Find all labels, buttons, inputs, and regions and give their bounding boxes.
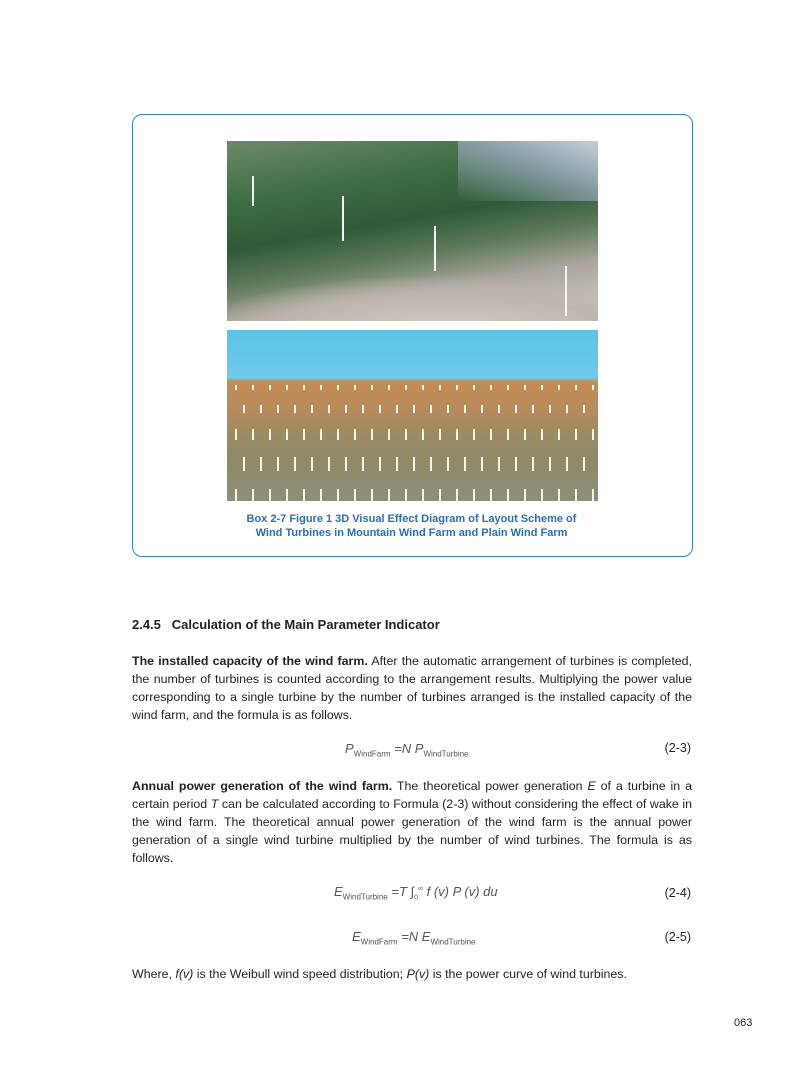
wind-turbine-mark — [515, 405, 517, 413]
wind-turbine-mark — [566, 405, 568, 413]
wind-turbine-mark — [558, 489, 560, 501]
wind-turbine-mark — [320, 429, 322, 440]
paragraph-installed-capacity — [132, 652, 692, 724]
wind-turbine-mark — [345, 405, 347, 413]
wind-turbine-mark — [294, 457, 296, 471]
variable: P(v) — [406, 967, 430, 981]
equation-number: (2-4) — [664, 886, 691, 900]
eq-symbol: =N P — [394, 741, 424, 756]
wind-turbine-mark — [481, 457, 483, 471]
wind-turbine-mark — [481, 405, 483, 413]
paragraph-text: can be calculated according to Formula (2-3) without considering the effect of wake in the wind farm. The theoretical annual power generation of the wind farm is the annual power generation of a single wind turbine multiplied by the number of wind turbines. The formula is as follows. — [132, 797, 692, 865]
equation-number: (2-3) — [664, 741, 691, 755]
eq-subscript: WindTurbine — [430, 937, 476, 947]
paragraph-where — [132, 965, 692, 983]
wind-turbine-mark — [320, 489, 322, 501]
wind-turbine-mark — [583, 457, 585, 471]
wind-turbine-mark — [447, 405, 449, 413]
wind-turbine-mark — [515, 457, 517, 471]
wind-turbine-mark — [235, 489, 237, 501]
wind-turbine-mark — [439, 429, 441, 440]
wind-turbine-mark — [337, 429, 339, 440]
wind-turbine-mark — [524, 385, 526, 390]
wind-turbine-mark — [507, 489, 509, 501]
wind-turbine-mark — [413, 405, 415, 413]
eq-subscript: WindTurbine — [423, 749, 469, 759]
wind-turbine-mark — [490, 489, 492, 501]
wind-turbine-mark — [549, 457, 551, 471]
wind-turbine-mark — [549, 405, 551, 413]
wind-turbine-mark — [345, 457, 347, 471]
variable: E — [587, 779, 596, 793]
variable: T — [210, 797, 219, 811]
wind-turbine-mark — [328, 457, 330, 471]
wind-turbine-mark — [413, 457, 415, 471]
wind-turbine-mark — [337, 385, 339, 390]
wind-turbine-mark — [422, 429, 424, 440]
wind-turbine-mark — [337, 489, 339, 501]
variable: f(v) — [175, 967, 194, 981]
wind-turbine-mark — [422, 489, 424, 501]
wind-turbine-mark — [303, 429, 305, 440]
wind-turbine-mark — [252, 489, 254, 501]
wind-turbine-mark — [396, 405, 398, 413]
wind-turbine-mark — [277, 457, 279, 471]
wind-turbine-mark — [388, 385, 390, 390]
wind-turbine-mark — [235, 429, 237, 440]
wind-turbine-mark — [490, 385, 492, 390]
wind-turbine-mark — [473, 385, 475, 390]
wind-turbine-mark — [439, 385, 441, 390]
wind-turbine-mark — [575, 429, 577, 440]
wind-turbine-mark — [354, 429, 356, 440]
wind-turbine-mark — [362, 405, 364, 413]
wind-turbine-mark — [558, 385, 560, 390]
wind-turbine-mark — [328, 405, 330, 413]
paragraph-text: is the power curve of wind turbines. — [429, 967, 627, 981]
wind-turbine-mark — [277, 405, 279, 413]
wind-turbine-mark — [456, 429, 458, 440]
wind-turbine-mark — [498, 405, 500, 413]
wind-turbine-mark — [379, 457, 381, 471]
eq-symbol: E — [352, 929, 361, 944]
wind-turbine-mark — [260, 405, 262, 413]
wind-turbine-mark — [235, 385, 237, 390]
wind-turbine-mark — [371, 429, 373, 440]
equation-2-5 — [352, 929, 476, 947]
wind-turbine-mark — [575, 489, 577, 501]
wind-turbine-mark — [286, 489, 288, 501]
eq-body: f (v) P (v) d — [422, 884, 491, 899]
wind-turbine-mark — [532, 457, 534, 471]
wind-turbine-mark — [388, 429, 390, 440]
paragraph-lead: The installed capacity of the wind farm. — [132, 654, 368, 668]
wind-turbine-mark — [354, 489, 356, 501]
eq-symbol: E — [334, 884, 343, 899]
wind-turbine-mark — [243, 457, 245, 471]
section-heading — [132, 617, 440, 632]
wind-turbine-mark — [558, 429, 560, 440]
integral-lower: 0 — [414, 894, 418, 902]
wind-turbine-mark — [269, 489, 271, 501]
wind-turbine-mark — [592, 385, 594, 390]
paragraph-annual-generation — [132, 777, 692, 867]
section-number: 2.4.5 — [132, 617, 161, 632]
wind-turbine-mark — [269, 429, 271, 440]
paragraph-text: After the automatic arrangement of turbines is completed, the number of turbines is counted according to the arrangement results. Multiplying the power value corresponding to a single turbine by the number of turbines arranged is the installed capacity of the wind farm, and the formula is as follows. — [132, 654, 692, 722]
wind-turbine-mark — [252, 385, 254, 390]
wind-turbine-mark — [583, 405, 585, 413]
paragraph-text: of a turbine in a certain period — [132, 779, 692, 811]
paragraph-text: is the Weibull wind speed distribution; — [193, 967, 407, 981]
wind-turbine-mark — [243, 405, 245, 413]
wind-turbine-mark — [473, 489, 475, 501]
page-number: 063 — [734, 1017, 753, 1029]
wind-turbine-mark — [286, 385, 288, 390]
wind-turbine-mark — [260, 457, 262, 471]
integral-upper: ∞ — [417, 885, 423, 893]
wind-turbine-mark — [405, 489, 407, 501]
eq-subscript: WindFarm — [360, 937, 398, 947]
wind-turbine-mark — [490, 429, 492, 440]
eq-subscript: WindTurbine — [342, 892, 388, 902]
wind-turbine-mark — [456, 385, 458, 390]
equation-2-3 — [345, 741, 469, 759]
equation-2-4 — [334, 884, 498, 902]
wind-turbine-mark — [388, 489, 390, 501]
wind-turbine-mark — [430, 405, 432, 413]
section-title: Calculation of the Main Parameter Indicator — [171, 617, 440, 632]
wind-turbine-mark — [362, 457, 364, 471]
wind-turbine-mark — [320, 385, 322, 390]
wind-turbine-mark — [286, 429, 288, 440]
eq-symbol: =N E — [401, 929, 431, 944]
wind-turbine-mark — [464, 457, 466, 471]
wind-turbine-mark — [396, 457, 398, 471]
paragraph-text: The theoretical power generation — [392, 779, 588, 793]
wind-turbine-mark — [294, 405, 296, 413]
wind-turbine-mark — [303, 385, 305, 390]
wind-turbine-mark — [541, 429, 543, 440]
wind-turbine-mark — [464, 405, 466, 413]
wind-turbine-mark — [456, 489, 458, 501]
wind-turbine-mark — [507, 429, 509, 440]
wind-turbine-mark — [592, 489, 594, 501]
wind-turbine-mark — [447, 457, 449, 471]
figure-caption-line2: Wind Turbines in Mountain Wind Farm and Plain Wind Farm — [255, 527, 568, 539]
wind-turbine-mark — [303, 489, 305, 501]
wind-turbine-mark — [405, 429, 407, 440]
wind-turbine-mark — [371, 489, 373, 501]
wind-turbine-mark — [311, 405, 313, 413]
wind-turbine-mark — [430, 457, 432, 471]
wind-turbine-mark — [575, 385, 577, 390]
wind-turbine-mark — [422, 385, 424, 390]
wind-turbine-mark — [524, 489, 526, 501]
wind-turbine-mark — [541, 385, 543, 390]
wind-turbine-mark — [405, 385, 407, 390]
wind-turbine-mark — [592, 429, 594, 440]
eq-subscript: WindFarm — [353, 749, 391, 759]
wind-turbine-mark — [379, 405, 381, 413]
wind-turbine-mark — [498, 457, 500, 471]
mountain-wind-farm-image — [227, 141, 598, 321]
paragraph-text: Where, — [132, 967, 176, 981]
wind-turbine-mark — [566, 457, 568, 471]
paragraph-lead: Annual power generation of the wind farm. — [132, 779, 393, 793]
plain-wind-farm-image — [227, 330, 598, 501]
wind-turbine-mark — [252, 429, 254, 440]
wind-turbine-mark — [269, 385, 271, 390]
wind-turbine-mark — [541, 489, 543, 501]
wind-turbine-mark — [354, 385, 356, 390]
wind-turbine-mark — [507, 385, 509, 390]
equation-number: (2-5) — [664, 930, 691, 944]
eq-symbol: u — [490, 884, 498, 899]
figure-caption-line1: Box 2-7 Figure 1 3D Visual Effect Diagram of Layout Scheme of — [246, 513, 577, 525]
wind-turbine-mark — [532, 405, 534, 413]
wind-turbine-mark — [311, 457, 313, 471]
eq-symbol: P — [345, 741, 354, 756]
wind-turbine-mark — [439, 489, 441, 501]
wind-turbine-mark — [473, 429, 475, 440]
wind-turbine-mark — [371, 385, 373, 390]
wind-turbine-mark — [524, 429, 526, 440]
eq-symbol: =T ∫ — [391, 884, 415, 899]
